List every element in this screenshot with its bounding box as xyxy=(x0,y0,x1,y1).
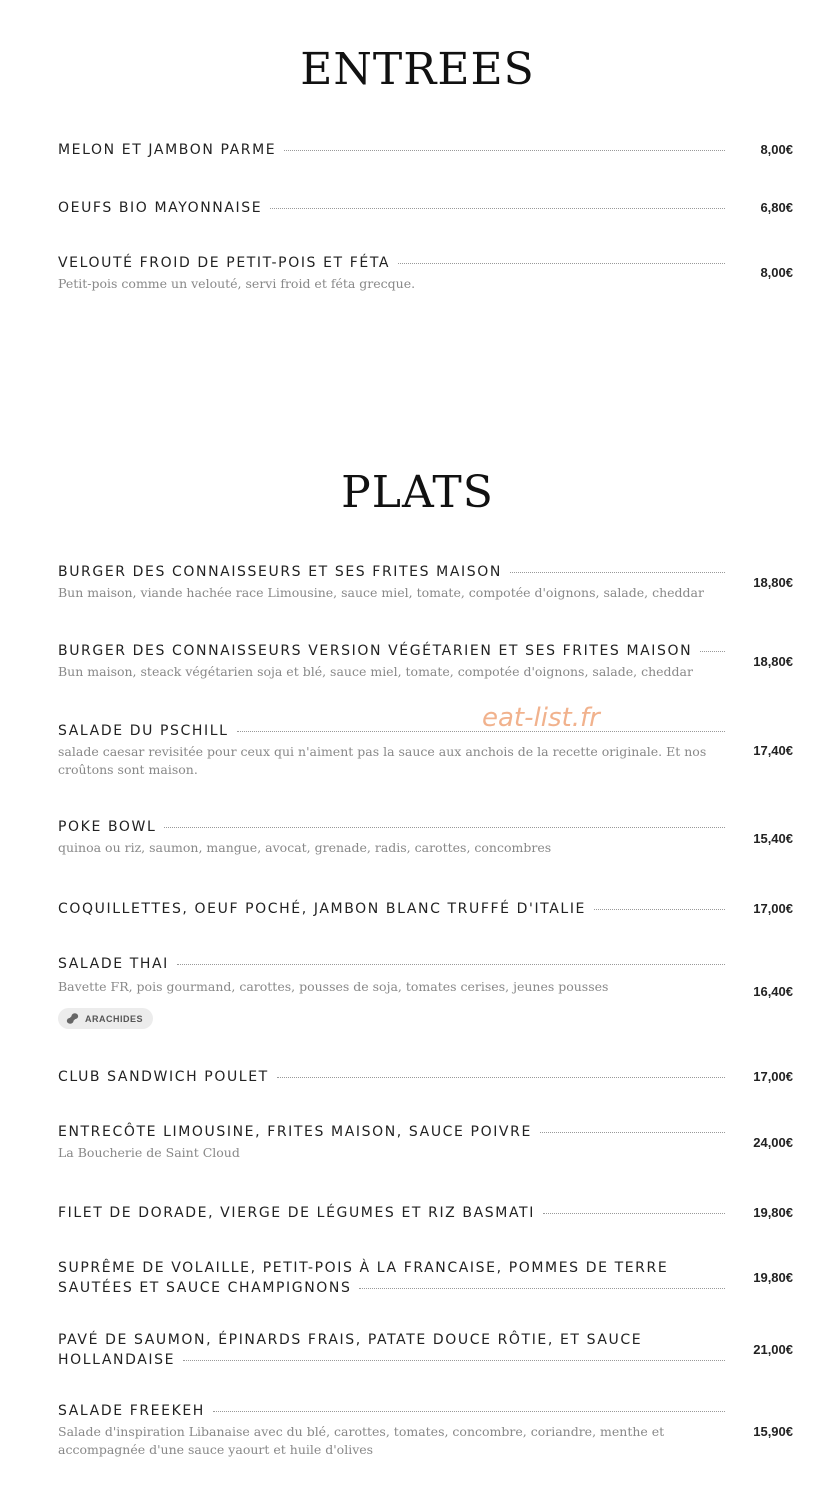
item-price: 21,00€ xyxy=(753,1342,793,1357)
allergen-badge xyxy=(58,1008,153,1029)
peanut-icon xyxy=(66,1012,79,1025)
badge-label: ARACHIDES xyxy=(85,1013,144,1024)
item-price: 8,00€ xyxy=(760,265,793,280)
section-title-plats: PLATS xyxy=(341,467,494,518)
watermark: eat-list.fr xyxy=(482,703,600,733)
menu-item xyxy=(58,1403,793,1459)
item-description: Bun maison, steack végétarien soja et blé, sauce miel, tomate, compotée d'oignons, salade, cheddar xyxy=(58,664,693,679)
item-name: BURGER DES CONNAISSEURS VERSION VÉGÉTARIEN ET SES FRITES MAISON xyxy=(58,643,693,659)
menu-item xyxy=(58,643,793,681)
item-name-cont: SAUTÉES ET SAUCE CHAMPIGNONS xyxy=(58,1280,352,1296)
item-price: 16,40€ xyxy=(753,984,793,999)
item-price: 6,80€ xyxy=(760,200,793,215)
item-price: 19,80€ xyxy=(753,1270,793,1285)
menu-item xyxy=(58,1332,793,1368)
menu-item xyxy=(58,200,793,216)
menu-item xyxy=(58,1260,793,1296)
item-description: La Boucherie de Saint Cloud xyxy=(58,1145,240,1160)
item-description: Petit-pois comme un velouté, servi froid et féta grecque. xyxy=(58,276,416,291)
item-name: SUPRÊME DE VOLAILLE, PETIT-POIS À LA FRANCAISE, POMMES DE TERRE xyxy=(58,1260,669,1276)
item-name: ENTRECÔTE LIMOUSINE, FRITES MAISON, SAUCE POIVRE xyxy=(58,1124,532,1140)
section-title-entrees: ENTREES xyxy=(300,44,535,95)
item-name: POKE BOWL xyxy=(58,819,157,835)
item-name: MELON ET JAMBON PARME xyxy=(58,142,277,158)
item-name: SALADE DU PSCHILL xyxy=(58,723,229,739)
item-description: quinoa ou riz, saumon, mangue, avocat, grenade, radis, carottes, concombres xyxy=(58,840,552,855)
menu-item xyxy=(58,901,793,917)
item-name: SALADE THAI xyxy=(58,956,169,972)
menu-item xyxy=(58,723,793,779)
item-price: 17,00€ xyxy=(753,901,793,916)
menu-item xyxy=(58,1205,793,1221)
item-name: FILET DE DORADE, VIERGE DE LÉGUMES ET RIZ BASMATI xyxy=(58,1205,535,1221)
menu-item xyxy=(58,819,793,857)
item-price: 17,40€ xyxy=(753,743,793,758)
item-price: 24,00€ xyxy=(753,1135,793,1150)
item-name: SALADE FREEKEH xyxy=(58,1403,205,1419)
item-description: Bun maison, viande hachée race Limousine, sauce miel, tomate, compotée d'oignons, salade, cheddar xyxy=(58,585,704,600)
item-name: COQUILLETTES, OEUF POCHÉ, JAMBON BLANC TRUFFÉ D'ITALIE xyxy=(58,901,586,917)
item-price: 17,00€ xyxy=(753,1069,793,1084)
item-description: Salade d'inspiration Libanaise avec du blé, carottes, tomates, concombre, coriandre, menthe et accompagnée d'une sauce yaourt et huile d'olives xyxy=(58,1424,665,1457)
menu-item xyxy=(58,142,793,158)
menu-item xyxy=(58,1124,793,1162)
menu-item xyxy=(58,255,793,293)
item-name: OEUFS BIO MAYONNAISE xyxy=(58,200,263,216)
menu-item xyxy=(58,1069,793,1085)
menu-item xyxy=(58,956,793,1030)
item-price: 18,80€ xyxy=(753,654,793,669)
item-name: BURGER DES CONNAISSEURS ET SES FRITES MAISON xyxy=(58,564,502,580)
item-price: 8,00€ xyxy=(760,142,793,157)
item-price: 15,40€ xyxy=(753,831,793,846)
item-price: 15,90€ xyxy=(753,1424,793,1439)
item-name: VELOUTÉ FROID DE PETIT-POIS ET FÉTA xyxy=(58,255,391,271)
item-name-cont: HOLLANDAISE xyxy=(58,1352,176,1368)
item-price: 18,80€ xyxy=(753,575,793,590)
menu-item xyxy=(58,564,793,602)
item-name: CLUB SANDWICH POULET xyxy=(58,1069,269,1085)
item-description: salade caesar revisitée pour ceux qui n'aiment pas la sauce aux anchois de la recette originale. Et nos croûtons sont maison. xyxy=(58,744,707,777)
item-description: Bavette FR, pois gourmand, carottes, pousses de soja, tomates cerises, jeunes pousses xyxy=(58,979,609,994)
item-price: 19,80€ xyxy=(753,1205,793,1220)
item-name: PAVÉ DE SAUMON, ÉPINARDS FRAIS, PATATE DOUCE RÔTIE, ET SAUCE xyxy=(58,1332,643,1348)
